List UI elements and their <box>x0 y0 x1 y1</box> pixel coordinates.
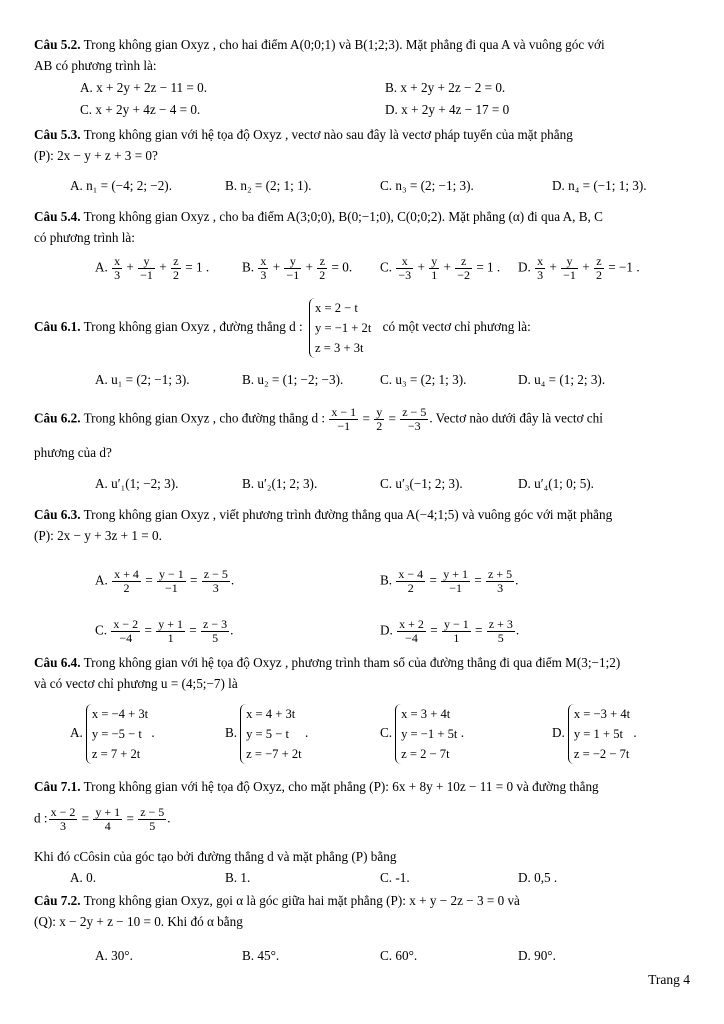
question-label: Câu 5.4. <box>34 209 81 224</box>
option-letter: D. <box>380 622 393 638</box>
option-b: B. 1. <box>225 870 251 885</box>
numerator: x <box>537 254 544 268</box>
numerator: z <box>594 255 604 269</box>
sys-line: y = −5 − t <box>91 727 142 741</box>
fraction <box>258 255 268 282</box>
option-a: A. u′₁(1; −2; 3). <box>95 476 179 491</box>
option-a: A. $\frac{x + 4}{2}$ = $\frac{y - 1}{-1}$ = $\frac{z - 5}{3}$ . <box>95 567 235 595</box>
operator: + <box>582 259 590 275</box>
equation-system <box>86 704 148 764</box>
question-stem: Trong không gian Oxyz , cho hai điểm A(0;0;1) và B(1;2;3). Mặt phẳng đi qua A và vuông góc với <box>83 37 605 52</box>
denominator: −1 <box>164 581 178 595</box>
operator: + <box>443 259 451 275</box>
option-a <box>70 704 155 764</box>
numerator: y <box>431 254 438 268</box>
denominator: 5 <box>212 631 219 645</box>
option-c: C. n₃ = (2; −1; 3). <box>380 178 474 193</box>
option-c: C. u′₃(−1; 2; 3). <box>380 476 463 491</box>
question-stem: Trong không gian với hệ tọa độ Oxyz, cho mặt phẳng (P): 6x + 8y + 10z − 11 = 0 và đường thẳng <box>83 779 599 794</box>
option-a: A. 30°. <box>95 948 133 963</box>
question-label: Câu 5.2. <box>34 37 81 52</box>
numerator: y + 1 <box>443 567 468 581</box>
question-stem-cont: (Q): x − 2y + z − 10 = 0. Khi đó α bằng <box>34 914 243 929</box>
question-7-1 <box>34 776 694 797</box>
fraction <box>561 255 578 282</box>
option-b: B. $\frac{x - 4}{2}$ = $\frac{y + 1}{-1}$ = $\frac{z + 5}{3}$ . <box>380 567 519 595</box>
denominator: −1 <box>286 268 300 282</box>
option-letter: B. <box>380 572 393 588</box>
sys-line: x = −3 + 4t <box>573 707 631 721</box>
option-letter: C. <box>380 259 393 275</box>
denominator: −1 <box>449 581 462 595</box>
denominator: −4 <box>405 631 418 645</box>
denominator: 1 <box>431 268 438 282</box>
denominator: −2 <box>457 268 471 282</box>
question-stem-tail: có một vectơ chỉ phương là: <box>382 319 531 335</box>
fraction <box>156 618 185 645</box>
question-stem: Trong không gian Oxyz , cho đường thẳng d : <box>83 410 326 426</box>
question-5-4 <box>34 206 694 248</box>
denominator: −4 <box>119 631 133 645</box>
option-b: B. x + 2y + 2z − 2 = 0. <box>385 80 506 95</box>
numerator: z − 5 <box>203 567 228 581</box>
option-letter: D. <box>518 259 531 275</box>
option-letter: A. <box>95 572 108 588</box>
option-c: C. $\frac{x - 2}{-4}$ = $\frac{y + 1}{1}$ = $\frac{z - 3}{5}$ . <box>95 617 234 645</box>
operator: + <box>417 259 425 275</box>
fraction <box>111 618 140 645</box>
question-6-4 <box>34 652 694 694</box>
denominator: −1 <box>337 419 351 433</box>
fraction <box>594 255 604 282</box>
option-b: B. n₂ = (2; 1; 1). <box>225 178 312 193</box>
fraction <box>93 806 122 833</box>
denominator: −3 <box>398 268 412 282</box>
sys-line: x = 4 + 3t <box>246 707 296 721</box>
sys-line: y = 1 + 5t <box>573 727 624 741</box>
question-5-2 <box>34 34 694 76</box>
denominator: 3 <box>59 819 66 833</box>
denominator: 1 <box>167 631 174 645</box>
fraction <box>374 406 384 433</box>
option-tail: . <box>460 725 464 741</box>
denominator: 2 <box>376 419 383 433</box>
numerator: y <box>138 255 155 269</box>
question-label: Câu 7.1. <box>34 779 81 794</box>
option-a: A. u₁ = (2; −1; 3). <box>95 372 190 387</box>
denominator: −3 <box>407 419 421 433</box>
numerator: y − 1 <box>158 567 184 581</box>
fraction <box>429 255 439 282</box>
numerator: y − 1 <box>443 617 469 631</box>
option-letter: B. <box>225 725 238 741</box>
fraction <box>441 568 470 595</box>
option-c: C. -1. <box>380 870 410 885</box>
denominator: 5 <box>149 819 156 833</box>
option-a <box>95 255 209 282</box>
option-tail: . <box>304 725 309 741</box>
sys-line: y = −1 + 5t <box>401 727 458 741</box>
denominator: 5 <box>497 631 504 645</box>
fraction <box>397 618 426 645</box>
option-a: A. n₁ = (−4; 2; −2). <box>70 178 172 193</box>
question-stem-cont: (P): 2x − y + z + 3 = 0? <box>34 148 158 163</box>
option-letter: D. <box>552 725 565 741</box>
option-c: C. x + 2y + 4z − 4 = 0. <box>80 102 201 117</box>
fraction <box>284 255 301 282</box>
denominator: 3 <box>497 581 504 595</box>
denominator: 2 <box>172 268 179 282</box>
line-equation-system <box>309 298 371 358</box>
question-stem: Trong không gian với hệ tọa độ Oxyz , vectơ nào sau đây là vectơ pháp tuyến của mặt phẳng <box>83 127 573 142</box>
question-stem-cont: và có vectơ chỉ phương u = (4;5;−7) là <box>34 676 238 691</box>
fraction <box>138 255 155 282</box>
fraction <box>202 568 230 595</box>
line-equation: d : $\frac{x - 2}{3}$ = $\frac{y + 1}{4}$ = $\frac{z - 5}{5}$ . <box>34 805 171 833</box>
option-d <box>552 704 637 764</box>
option-d <box>518 255 640 282</box>
question-6-2: Câu 6.2. Trong không gian Oxyz , cho đường thẳng d : $\frac{x - 1}{-1}$ = $\frac{y}{2}$ = $\frac{z - 5}{-3}$ . Vectơ nào dưới đây là vectơ chỉ <box>34 405 603 433</box>
question-label: Câu 5.3. <box>34 127 81 142</box>
option-rhs: = 0. <box>331 259 353 275</box>
sys-line: z = −7 + 2t <box>246 747 302 761</box>
denominator: 2 <box>123 581 130 595</box>
operator: + <box>126 259 134 275</box>
option-d: D. n₄ = (−1; 1; 3). <box>552 178 647 193</box>
numerator: x + 2 <box>399 617 424 631</box>
fraction <box>400 406 428 433</box>
fraction <box>329 406 358 433</box>
fraction <box>138 806 166 833</box>
sys-line: y = −1 + 2t <box>315 321 372 335</box>
option-b: B. u₂ = (1; −2; −3). <box>242 372 344 387</box>
question-label: Câu 7.2. <box>34 893 81 908</box>
option-d: D. u₄ = (1; 2; 3). <box>518 372 606 387</box>
question-stem-tail: . Vectơ nào dưới đây là vectơ chỉ <box>429 410 603 426</box>
sys-line: z = 3 + 3t <box>315 341 364 355</box>
numerator: z <box>455 255 472 269</box>
numerator: z <box>317 255 327 269</box>
option-d: D. 90°. <box>518 948 556 963</box>
fraction <box>201 618 229 645</box>
sys-line: z = 7 + 2t <box>91 747 141 761</box>
equation-system <box>568 704 630 764</box>
denominator: 3 <box>537 268 544 282</box>
question-6-1 <box>34 298 531 358</box>
sys-line: x = −4 + 3t <box>91 707 149 721</box>
option-d: D. 0,5 . <box>518 870 558 885</box>
sys-line: x = 3 + 4t <box>401 707 451 721</box>
fraction <box>49 806 78 833</box>
option-letter: C. <box>95 622 108 638</box>
option-b: B. u′₂(1; 2; 3). <box>242 476 318 491</box>
question-stem-cont: (P): 2x − y + 3z + 1 = 0. <box>34 528 162 543</box>
numerator: y <box>561 255 578 269</box>
numerator: x <box>260 254 267 268</box>
option-letter: A. <box>95 259 108 275</box>
option-c <box>380 704 464 764</box>
fraction <box>157 568 186 595</box>
option-c <box>380 255 500 282</box>
option-letter: C. <box>380 725 393 741</box>
option-rhs: = 1 . <box>476 259 501 275</box>
numerator: z + 5 <box>488 567 513 581</box>
numerator: y <box>376 405 383 419</box>
fraction <box>171 255 181 282</box>
d-label: d : <box>34 810 48 826</box>
question-stem-cont: Khi đó cCôsin của góc tạo bởi đường thẳng d và mặt phẳng (P) bằng <box>34 849 397 864</box>
option-d: D. u′₄(1; 0; 5). <box>518 476 594 491</box>
denominator: 1 <box>453 631 460 645</box>
option-rhs: = −1 . <box>608 259 640 275</box>
sys-line: z = −2 − 7t <box>573 747 630 761</box>
option-b <box>242 255 352 282</box>
option-a: A. 0. <box>70 870 97 885</box>
option-letter: A. <box>70 725 83 741</box>
option-c: C. 60°. <box>380 948 418 963</box>
page-number: Trang 4 <box>648 972 690 987</box>
denominator: −1 <box>140 268 153 282</box>
denominator: 3 <box>212 581 219 595</box>
option-b <box>225 704 308 764</box>
numerator: x − 4 <box>398 567 424 581</box>
numerator: z <box>171 255 181 269</box>
option-d: D. $\frac{x + 2}{-4}$ = $\frac{y - 1}{1}$ = $\frac{z + 3}{5}$ . <box>380 617 520 645</box>
option-rhs: = 1 . <box>185 259 210 275</box>
sys-line: y = 5 − t <box>246 727 289 741</box>
operator: + <box>272 259 281 275</box>
operator: + <box>305 259 313 275</box>
fraction <box>317 255 327 282</box>
option-letter: B. <box>242 259 255 275</box>
question-stem: Trong không gian Oxyz , viết phương trình đường thẳng qua A(−4;1;5) và vuông góc với mặt phẳng <box>83 507 613 522</box>
sys-line: z = 2 − 7t <box>401 747 450 761</box>
question-label: Câu 6.4. <box>34 655 81 670</box>
fraction <box>396 255 413 282</box>
question-6-3 <box>34 504 694 546</box>
sys-line: x = 2 − t <box>315 301 358 315</box>
question-7-2 <box>34 890 694 932</box>
question-stem: Trong không gian Oxyz , cho ba điểm A(3;0;0), B(0;−1;0), C(0;0;2). Mặt phẳng (α) đi qua A, B, C <box>83 209 603 224</box>
numerator: x − 2 <box>50 805 76 819</box>
numerator: x <box>114 254 121 268</box>
option-d: D. x + 2y + 4z − 17 = 0 <box>385 102 510 117</box>
numerator: x − 1 <box>331 405 357 419</box>
numerator: y <box>284 255 301 269</box>
denominator: 3 <box>114 268 121 282</box>
numerator: z − 3 <box>203 617 228 631</box>
equation-system <box>395 704 457 764</box>
denominator: −1 <box>563 268 576 282</box>
fraction <box>442 618 471 645</box>
option-tail: . <box>151 725 155 741</box>
question-label: Câu 6.1. <box>34 319 81 335</box>
question-stem: Trong không gian Oxyz , đường thẳng d : <box>83 319 303 335</box>
equation-system <box>240 704 302 764</box>
numerator: z + 3 <box>488 617 513 631</box>
fraction <box>535 255 545 282</box>
denominator: 3 <box>260 268 267 282</box>
numerator: y + 1 <box>158 617 183 631</box>
fraction <box>487 618 515 645</box>
question-stem: Trong không gian với hệ tọa độ Oxyz , phương trình tham số của đường thẳng đi qua điểm M(3;−1;2) <box>83 655 621 670</box>
question-stem-cont: phương của d? <box>34 445 112 460</box>
denominator: 2 <box>595 268 602 282</box>
numerator: x <box>396 255 413 269</box>
fraction <box>455 255 472 282</box>
option-a: A. x + 2y + 2z − 11 = 0. <box>80 80 208 95</box>
question-stem-cont: có phương trình là: <box>34 230 135 245</box>
denominator: 2 <box>407 581 414 595</box>
option-b: B. 45°. <box>242 948 280 963</box>
numerator: y + 1 <box>95 805 121 819</box>
denominator: 2 <box>319 268 326 282</box>
option-c: C. u₃ = (2; 1; 3). <box>380 372 467 387</box>
fraction <box>112 568 141 595</box>
question-label: Câu 6.2. <box>34 410 81 426</box>
fraction <box>396 568 425 595</box>
fraction <box>486 568 514 595</box>
denominator: 4 <box>104 819 111 833</box>
numerator: x + 4 <box>114 567 139 581</box>
operator: + <box>159 259 167 275</box>
question-stem: Trong không gian Oxyz, gọi α là góc giữa hai mặt phẳng (P): x + y − 2z − 3 = 0 và <box>83 893 520 908</box>
numerator: z − 5 <box>140 805 165 819</box>
question-label: Câu 6.3. <box>34 507 81 522</box>
numerator: z − 5 <box>402 405 427 419</box>
question-stem-cont: AB có phương trình là: <box>34 58 157 73</box>
fraction <box>112 255 122 282</box>
numerator: x − 2 <box>113 617 139 631</box>
option-tail: . <box>633 725 637 741</box>
operator: + <box>549 259 557 275</box>
question-5-3 <box>34 124 694 166</box>
